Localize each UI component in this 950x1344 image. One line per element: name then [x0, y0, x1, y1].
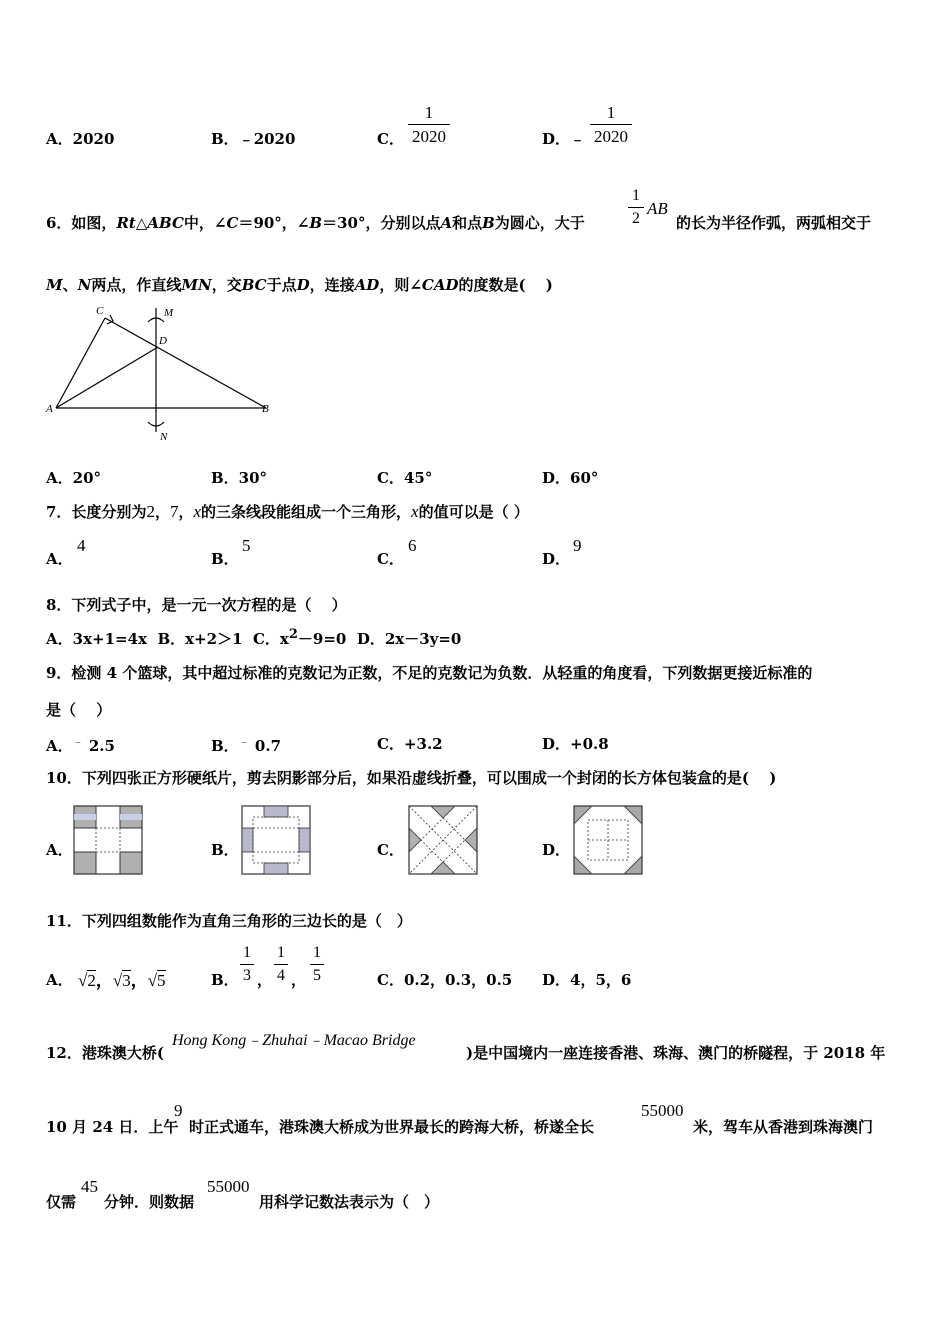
q12-line-3-middle: 分钟．则数据: [104, 1193, 195, 1211]
q7-stem: 7．长度分别为2，7，x的三条线段能组成一个三角形，x的值可以是（ ）: [46, 502, 529, 521]
q5-option-c-label: C．: [377, 130, 404, 148]
q9-option-b: B．﹣ 0.7: [211, 735, 282, 755]
q9-option-d: D．+0.8: [542, 735, 609, 753]
q12-bridge-name: Hong Kong﹣Zhuhai﹣Macao Bridge: [172, 1032, 416, 1049]
q6-line-1-end: 的长为半径作弧，两弧相交于: [676, 214, 872, 232]
q10-stem: 10．下列四张正方形硬纸片，剪去阴影部分后，如果沿虚线折叠，可以围成一个封闭的长方体包装盒的是( ): [46, 769, 777, 787]
q6-line-2: M、N两点，作直线MN，交BC于点D，连接AD，则∠CAD的度数是( ): [46, 276, 553, 294]
q7-option-b-label: B．: [211, 550, 239, 568]
q10-figure-c: [409, 806, 477, 874]
q8-stem: 8．下列式子中，是一元一次方程的是（ ）: [46, 596, 347, 614]
q11-stem: 11．下列四组数能作为直角三角形的三边长的是（ ）: [46, 912, 412, 930]
q10-figure-a: [74, 806, 142, 874]
q12-hour-value: 9: [174, 1101, 183, 1120]
label-b: B: [262, 403, 269, 415]
q8-options: A．3x+1=4x B．x+2＞1 C．$x^2-9=0$ D．2x－3y=0: [46, 627, 462, 648]
q7-option-a-label: A．: [46, 550, 73, 568]
segment-ad: [56, 347, 158, 408]
q6-ab: AB: [647, 199, 668, 218]
q9-stem-line-2: 是（ ）: [46, 701, 112, 719]
label-c: C: [96, 305, 104, 317]
q12-line-3-start: 仅需: [46, 1193, 77, 1211]
q12-line-2-end: 米，驾车从香港到珠海澳门: [693, 1118, 874, 1136]
label-a: A: [46, 403, 53, 415]
q12-line-1-start: 12．港珠澳大桥(: [46, 1044, 164, 1062]
side-cb: [105, 318, 266, 408]
q9-stem-line-1: 9．检测 4 个篮球，其中超过标准的克数记为正数，不足的克数记为负数．从轻重的角度看，下列数据更接近标准的: [46, 664, 813, 682]
q12-line-3-end: 用科学记数法表示为（ ）: [259, 1193, 440, 1211]
label-m: M: [164, 307, 174, 319]
q12-number-value: 55000: [207, 1177, 250, 1196]
q11-option-c: C．0.2，0.3，0.5: [377, 971, 513, 989]
q6-triangle-figure: [40, 300, 280, 445]
q7-option-b-value: 5: [242, 536, 251, 555]
q5-option-c-fraction: $\frac{1}{2020}$: [408, 104, 450, 145]
q5-option-d-fraction: $\frac{1}{2020}$: [590, 104, 632, 145]
q10-option-b-label: B．: [211, 841, 239, 859]
q7-option-c-label: C．: [377, 550, 404, 568]
q6-line-1: 6．如图，Rt△ABC中，∠C＝90°，∠B＝30°，分别以点A和点B为圆心，大于: [46, 214, 585, 232]
q10-option-d-label: D．: [542, 841, 571, 859]
q7-option-c-value: 6: [408, 536, 417, 555]
q11-b-frac-3: $\frac{1}{5}$: [310, 945, 324, 984]
q10-figure-b: [242, 806, 310, 874]
q9-option-a: A．﹣ 2.5: [46, 735, 115, 755]
q12-line-2-middle: 时正式通车，港珠澳大桥成为世界最长的跨海大桥，桥遂全长: [189, 1118, 595, 1136]
q7-option-d-value: 9: [573, 536, 582, 555]
label-d: D: [159, 335, 167, 347]
q10-figure-d: [574, 806, 642, 874]
q5-option-a: A．2020: [46, 130, 115, 148]
q11-option-d: D．4，5，6: [542, 971, 632, 989]
q10-option-c-label: C．: [377, 841, 404, 859]
q7-option-a-value: 4: [77, 536, 86, 555]
q12-minutes-value: 45: [81, 1177, 98, 1196]
q12-length-value: 55000: [641, 1101, 684, 1120]
q11-b-comma-1: ，: [257, 971, 273, 989]
q6-option-c: C．45°: [377, 469, 433, 487]
q12-line-1-end: )是中国境内一座连接香港、珠海、澳门的桥隧程，于 2018 年: [466, 1044, 886, 1062]
q11-option-a-label: A．: [46, 971, 73, 989]
q11-b-frac-2: $\frac{1}{4}$: [274, 945, 288, 984]
q6-option-d: D．60°: [542, 469, 599, 487]
q11-option-b-label: B．: [211, 971, 239, 989]
q5-option-b: B．﹣2020: [211, 130, 296, 148]
label-n: N: [160, 431, 168, 443]
side-ac: [56, 318, 105, 408]
q11-b-comma-2: ，: [291, 971, 307, 989]
q11-option-a-values: √2，√3，√5: [78, 971, 166, 990]
q6-option-b: B．30°: [211, 469, 268, 487]
q5-option-d-label: D．﹣: [542, 130, 586, 148]
q6-half-fraction: $\frac{1}{2}$: [628, 188, 644, 227]
q9-option-c: C．+3.2: [377, 735, 443, 753]
q12-line-2-start: 10 月 24 日．上午: [46, 1118, 179, 1136]
q11-b-frac-1: $\frac{1}{3}$: [240, 945, 254, 984]
q10-option-a-label: A．: [46, 841, 73, 859]
q6-option-a: A．20°: [46, 469, 102, 487]
q7-option-d-label: D．: [542, 550, 571, 568]
